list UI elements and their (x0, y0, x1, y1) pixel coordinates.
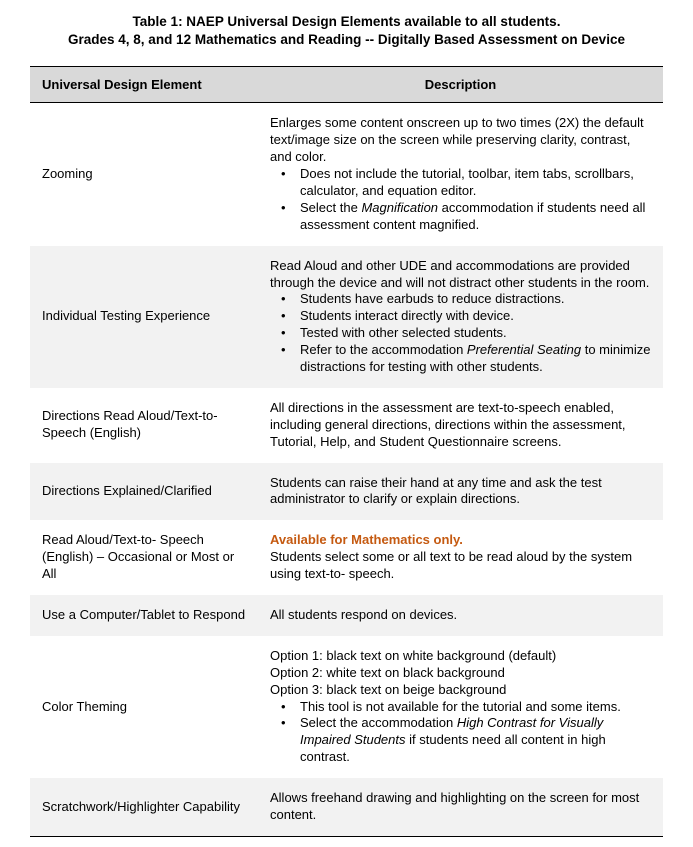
bullet-item (270, 200, 651, 234)
table-title (30, 13, 663, 49)
table-row (30, 388, 663, 463)
description-paragraph (270, 790, 651, 824)
table-row (30, 520, 663, 595)
element-name-cell: Individual Testing Experience (42, 308, 211, 324)
italic-term: Preferential Seating (466, 342, 582, 358)
text-segment: Students select some or all text to be read aloud by the system using text-to- speech. (270, 549, 633, 582)
text-segment: All students respond on devices. (270, 607, 458, 623)
description-paragraph (270, 115, 651, 166)
element-name-cell: Use a Computer/Tablet to Respond (42, 607, 246, 623)
description-cell (258, 246, 663, 388)
description-paragraph (270, 607, 651, 624)
text-segment: Students interact directly with device. (300, 308, 514, 324)
description-paragraph (270, 258, 651, 292)
text-segment: This tool is not available for the tutorial and some items. (300, 698, 621, 714)
element-name-cell: Scratchwork/Highlighter Capability (30, 778, 258, 836)
text-segment: Students have earbuds to reduce distractions. (300, 291, 565, 307)
element-name-cell: Read Aloud/Text-to- Speech (English) – Occasional or Most or All (42, 532, 235, 582)
header-description: Description (258, 67, 663, 103)
bullet-item (270, 291, 651, 308)
element-name-cell: Zooming (42, 166, 93, 182)
description-paragraph (270, 532, 651, 549)
highlighted-text: Available for Mathematics only. (270, 532, 463, 548)
italic-term: Magnification (361, 199, 439, 215)
text-segment: to minimize distractions for testing with other students. (300, 342, 651, 375)
table-row (30, 103, 663, 246)
header-universal-design-element: Universal Design Element (30, 67, 258, 103)
bullet-item (270, 699, 651, 716)
description-paragraph (270, 648, 651, 665)
text-segment: Select the accommodation (300, 715, 457, 731)
italic-term: High Contrast for Visually Impaired Students (300, 715, 604, 748)
text-segment: Select the (300, 199, 362, 215)
description-cell (258, 463, 663, 521)
table-row (30, 636, 663, 778)
description-cell (258, 388, 663, 463)
table-header-row (30, 67, 663, 103)
bullet-item (270, 166, 651, 200)
bullet-list (270, 699, 651, 767)
text-segment: Enlarges some content onscreen up to two times (2X) the default text/image size on the screen while preserving clarity, contrast, and color. (270, 115, 644, 165)
bullet-list (270, 291, 651, 375)
ude-table (30, 66, 663, 837)
text-segment: Tested with other selected students. (300, 325, 507, 341)
description-paragraph (270, 549, 651, 583)
text-segment: Allows freehand drawing and highlighting on the screen for most content. (270, 790, 640, 823)
table-row (30, 778, 663, 836)
bullet-item (270, 308, 651, 325)
text-segment: Read Aloud and other UDE and accommodations are provided through the device and will not distract other students in the room. (270, 257, 650, 290)
bullet-item (270, 715, 651, 766)
description-cell (258, 520, 663, 595)
description-paragraph (270, 475, 651, 509)
bullet-list (270, 166, 651, 234)
description-paragraph (270, 665, 651, 682)
text-segment: Refer to the accommodation (300, 342, 467, 358)
bullet-item (270, 342, 651, 376)
table-row (30, 463, 663, 521)
text-segment: accommodation if students need all assessment content magnified. (300, 199, 646, 232)
table-title-line2: Grades 4, 8, and 12 Mathematics and Reading -- Digitally Based Assessment on Device (68, 32, 625, 48)
description-cell (258, 778, 663, 836)
table-title-line1: Table 1: NAEP Universal Design Elements available to all students. (132, 14, 561, 29)
text-segment: if students need all content in high contrast. (300, 732, 606, 765)
text-segment: Option 3: black text on beige background (270, 681, 507, 697)
text-segment: Option 1: black text on white background (default) (270, 647, 557, 663)
element-name-cell: Directions Read Aloud/Text-to-Speech (English) (42, 408, 218, 441)
text-segment: Does not include the tutorial, toolbar, item tabs, scrollbars, calculator, and equation editor. (300, 166, 634, 198)
text-segment: All directions in the assessment are text-to-speech enabled, including general directions, directions within the assessment, Tutorial, Help, and Student Questionnaire screens. (270, 399, 626, 449)
text-segment: Option 2: white text on black background (270, 664, 505, 680)
description-cell (258, 103, 663, 246)
table-body (30, 103, 663, 837)
table-row (30, 246, 663, 388)
bullet-item (270, 325, 651, 342)
element-name-cell: Color Theming (42, 698, 128, 714)
description-cell (258, 595, 663, 636)
element-name-cell: Directions Explained/Clarified (42, 483, 212, 499)
description-paragraph (270, 682, 651, 699)
table-row (30, 595, 663, 636)
description-cell (258, 636, 663, 778)
text-segment: Students can raise their hand at any time and ask the test administrator to clarify or explain directions. (270, 474, 602, 507)
description-paragraph (270, 400, 651, 451)
